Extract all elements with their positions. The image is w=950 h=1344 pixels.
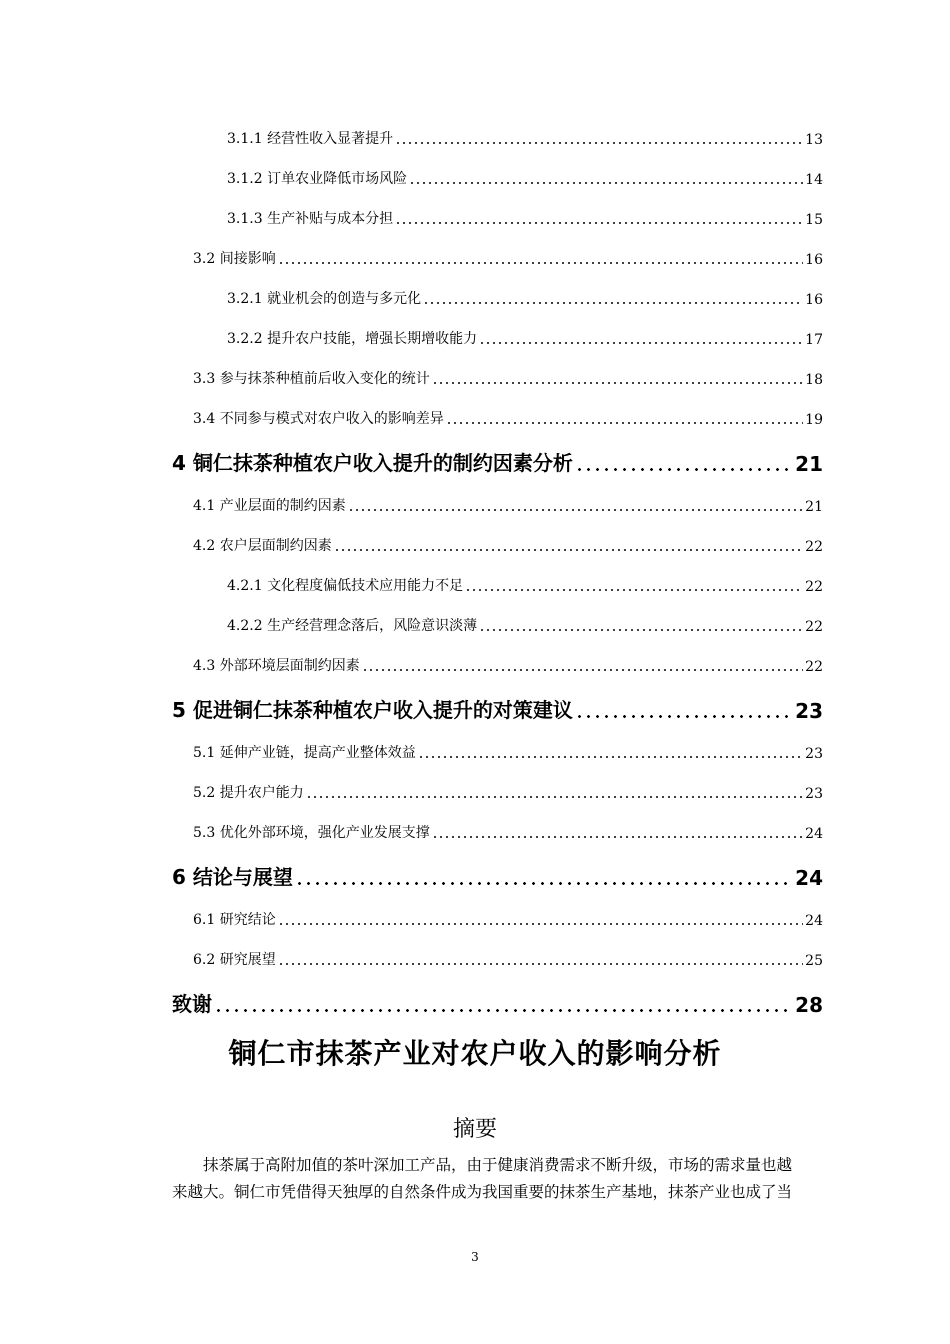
toc-leader-dots xyxy=(575,715,793,718)
toc-entry[interactable] xyxy=(0,738,950,762)
toc-leader-dots xyxy=(465,589,803,591)
toc-entry-page: 19 xyxy=(805,412,823,428)
toc-leader-dots xyxy=(334,549,803,551)
toc-entry-page: 13 xyxy=(805,132,823,148)
toc-entry[interactable] xyxy=(0,204,950,228)
toc-leader-dots xyxy=(432,836,803,838)
toc-entry-page: 23 xyxy=(805,786,823,802)
toc-leader-dots xyxy=(479,629,803,631)
toc-entry-page: 21 xyxy=(795,452,823,476)
toc-entry-page: 21 xyxy=(805,499,823,515)
toc-entry-label: 3.2 间接影响 xyxy=(193,251,276,267)
toc-entry-page: 23 xyxy=(795,699,823,723)
toc-leader-dots xyxy=(409,182,803,184)
toc-entry-label: 5 促进铜仁抹茶种植农户收入提升的对策建议 xyxy=(172,698,573,722)
toc-entry[interactable] xyxy=(0,571,950,595)
toc-entry-label: 3.2.1 就业机会的创造与多元化 xyxy=(227,291,422,307)
toc-entry-page: 18 xyxy=(805,372,823,388)
toc-chapter-entry[interactable] xyxy=(0,987,950,1017)
toc-leader-dots xyxy=(214,1009,793,1012)
page-number: 3 xyxy=(471,1250,479,1264)
toc-chapter-entry[interactable] xyxy=(0,693,950,723)
toc-entry-label: 6.1 研究结论 xyxy=(193,912,276,928)
toc-leader-dots xyxy=(295,882,793,885)
document-title: 铜仁市抹茶产业对农户收入的影响分析 xyxy=(228,1037,722,1070)
toc-leader-dots xyxy=(278,262,803,264)
toc-entry-label: 5.2 提升农户能力 xyxy=(193,785,304,801)
toc-entry-label: 4.2 农户层面制约因素 xyxy=(193,538,332,554)
toc-leader-dots xyxy=(432,382,803,384)
toc-entry[interactable] xyxy=(0,818,950,842)
abstract-heading: 摘要 xyxy=(452,1117,497,1142)
toc-entry-page: 15 xyxy=(805,212,823,228)
toc-entry[interactable] xyxy=(0,491,950,515)
toc-entry-page: 24 xyxy=(795,866,823,890)
toc-entry-label: 6 结论与展望 xyxy=(172,865,293,889)
toc-entry-label: 3.1.3 生产补贴与成本分担 xyxy=(227,211,394,227)
toc-chapter-entry[interactable] xyxy=(0,446,950,476)
abstract-line: 抹茶属于高附加值的茶叶深加工产品，由于健康消费需求不断升级，市场的需求量也越 xyxy=(203,1156,793,1174)
toc-entry-label: 致谢 xyxy=(172,992,212,1016)
toc-leader-dots xyxy=(306,796,803,798)
toc-leader-dots xyxy=(479,342,803,344)
toc-entry[interactable] xyxy=(0,404,950,428)
toc-entry-page: 24 xyxy=(805,826,823,842)
toc-entry[interactable] xyxy=(0,324,950,348)
toc-leader-dots xyxy=(418,756,803,758)
toc-leader-dots xyxy=(395,222,803,224)
toc-entry[interactable] xyxy=(0,651,950,675)
toc-entry[interactable] xyxy=(0,945,950,969)
toc-entry-page: 22 xyxy=(805,659,823,675)
toc-entry-label: 5.1 延伸产业链，提高产业整体效益 xyxy=(193,745,416,761)
toc-entry-page: 16 xyxy=(805,292,823,308)
toc-leader-dots xyxy=(348,509,803,511)
toc-entry[interactable] xyxy=(0,284,950,308)
toc-entry-label: 4.3 外部环境层面制约因素 xyxy=(193,658,360,674)
toc-entry[interactable] xyxy=(0,611,950,635)
toc-entry[interactable] xyxy=(0,244,950,268)
abstract-line: 来越大。铜仁市凭借得天独厚的自然条件成为我国重要的抹茶生产基地，抹茶产业也成了当 xyxy=(172,1183,793,1201)
toc-entry-page: 28 xyxy=(795,993,823,1017)
toc-chapter-entry[interactable] xyxy=(0,860,950,890)
toc-leader-dots xyxy=(423,302,803,304)
toc-entry[interactable] xyxy=(0,364,950,388)
toc-leader-dots xyxy=(278,923,803,925)
toc-entry-page: 23 xyxy=(805,746,823,762)
toc-entry-label: 3.1.2 订单农业降低市场风险 xyxy=(227,171,408,187)
toc-entry[interactable] xyxy=(0,905,950,929)
toc-entry-label: 4 铜仁抹茶种植农户收入提升的制约因素分析 xyxy=(172,451,573,475)
toc-entry-page: 25 xyxy=(805,953,823,969)
toc-entry-label: 3.1.1 经营性收入显著提升 xyxy=(227,131,394,147)
toc-entry-label: 3.2.2 提升农户技能，增强长期增收能力 xyxy=(227,331,478,347)
toc-entry-page: 24 xyxy=(805,913,823,929)
toc-entry-label: 3.3 参与抹茶种植前后收入变化的统计 xyxy=(193,371,430,387)
toc-entry[interactable] xyxy=(0,531,950,555)
toc-entry-label: 3.4 不同参与模式对农户收入的影响差异 xyxy=(193,411,444,427)
toc-entry-label: 5.3 优化外部环境，强化产业发展支撑 xyxy=(193,825,430,841)
toc-entry-page: 22 xyxy=(805,619,823,635)
toc-entry-label: 4.1 产业层面的制约因素 xyxy=(193,498,346,514)
toc-leader-dots xyxy=(278,963,803,965)
toc-entry-label: 4.2.1 文化程度偏低技术应用能力不足 xyxy=(227,578,464,594)
toc-entry[interactable] xyxy=(0,778,950,802)
toc-entry-label: 6.2 研究展望 xyxy=(193,952,276,968)
toc-leader-dots xyxy=(395,142,803,144)
toc-entry-page: 14 xyxy=(805,172,823,188)
toc-entry-label: 4.2.2 生产经营理念落后，风险意识淡薄 xyxy=(227,618,478,634)
toc-entry[interactable] xyxy=(0,164,950,188)
toc-leader-dots xyxy=(362,669,803,671)
toc-leader-dots xyxy=(446,422,803,424)
toc-entry-page: 17 xyxy=(805,332,823,348)
toc-entry[interactable] xyxy=(0,124,950,148)
abstract-body xyxy=(172,1152,827,1206)
toc-entry-page: 16 xyxy=(805,252,823,268)
toc-entry-page: 22 xyxy=(805,579,823,595)
toc-entry-page: 22 xyxy=(805,539,823,555)
toc-leader-dots xyxy=(575,468,793,471)
